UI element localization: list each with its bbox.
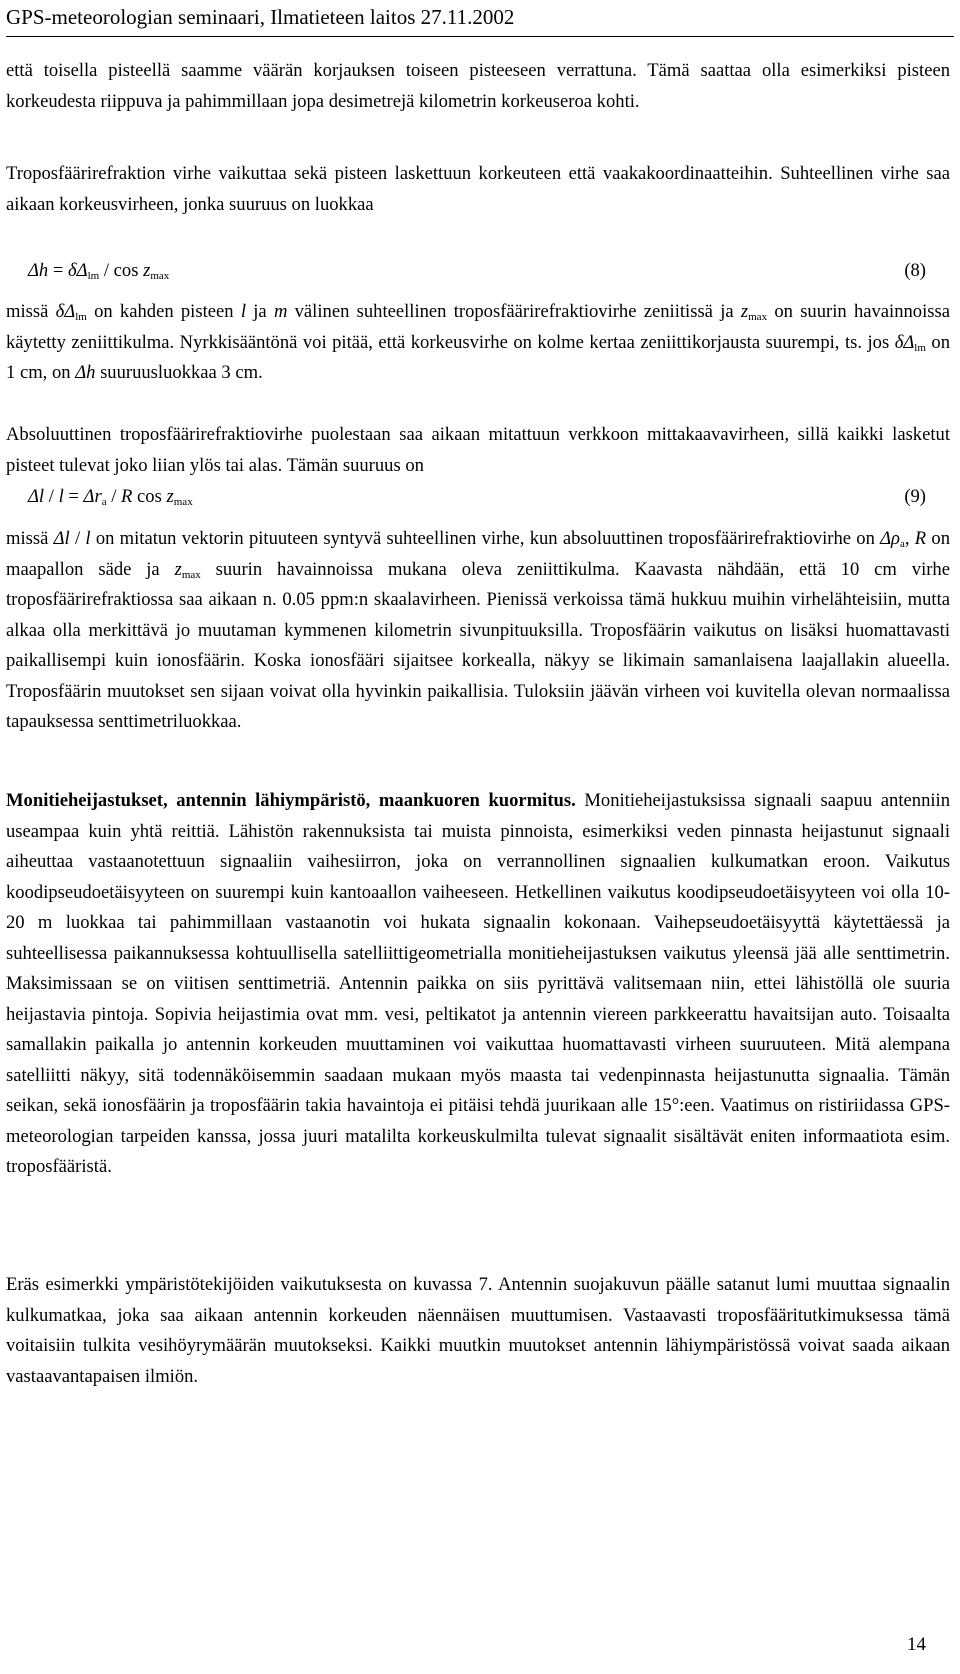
- paragraph-6: Monitieheijastukset, antennin lähiympäristö, maankuoren kuormitus. Monitieheijastuksissa signaali saapuu antenniin useampaa kuin yhtä reittiä. Lähistön rakennuksista tai muista pinnoista, esimerkiksi veden pinnasta heijastunut signaali aiheuttaa vastaanotettuun signaaliin vaihesiirron, joka on verrannollinen signaalien kulkumatkan eroon. Vaikutus koodipseudoetäisyyteen on suurempi kuin kantoaallon vaiheeseen. Hetkellinen vaikutus koodipseudoetäisyyteen voi olla 10-20 m luokkaa tai pahimmillaan vastaanotin voi hukata signaalin kokonaan. Vaihepseudoetäisyyttä käytettäessä ja suhteellisessa paikannuksessa kohtuullisella satelliittigeometrialla monitieheijastuksen vaikutus yleensä jää alle senttimetrin. Maksimissaan se on viitisen senttimetriä. Antennin paikka on siis pyrittävä valitsemaan niin, ettei lähistöllä ole suuria heijastavia pintoja. Sopivia heijastimia ovat mm. vesi, peltikatot ja antennin viereen parkkeerattu havaitsijan auto. Toisaalta samallakin paikalla jo antennin korkeuden muuttaminen voi vaikuttaa huomattavasti virheen suuruuteen. Mitä alempana satelliitti näkyy, sitä todennäköisemmin saadaan mukaan myös maasta tai vedenpinnasta heijastunutta signaalia. Tämän seikan, sekä ionosfäärin ja troposfäärin takia havaintoja ei pitäisi tehdä juurikaan alle 15°:een. Vaatimus on ristiriidassa GPS-meteorologian tarpeiden kanssa, jossa juuri matalilta korkeuskulmilta tulevat signaalit sisältävät eniten informaatiota esim. troposfääristä.: [6, 790, 950, 1177]
- paragraph-3: missä $\delta\Delta_{lm}$ on kahden pisteen l ja m välinen suhteellinen troposfäärirefraktiovirhe zeniitissä ja $z_{max}$ on suurin havainnoissa käytetty zeniittikulma. Nyrkkisääntönä voi pitää, että korkeusvirhe on kolme kertaa zeniittikorjausta suurempi, ts. jos $\delta\Delta_{lm}$ on 1 cm, on Δh suuruusluokkaa 3 cm.: [6, 301, 951, 383]
- equation-number-8: (8): [904, 260, 926, 281]
- paragraph-4: Absoluuttinen troposfäärirefraktiovirhe puolestaan saa aikaan mitattuun verkkoon mittakaavavirheen, sillä kaikki lasketut pisteet tulevat joko liian ylös tai alas. Tämän suuruus on: [6, 424, 950, 476]
- paragraph-7: Eräs esimerkki ympäristötekijöiden vaikutuksesta on kuvassa 7. Antennin suojakuvun päälle satanut lumi muuttaa signaalin kulkumatkaa, joka saa aikaan antennin korkeuden näennäisen muuttumisen. Vastaavasti troposfääritutkimuksessa tämä voitaisiin tulkita vesihöyrymäärän muutokseksi. Kaikki muutkin muutokset antennin lähiympäristössä voivat saada aikaan vastaavantapaisen ilmiön.: [6, 1274, 950, 1387]
- paragraph-1: että toisella pisteellä saamme väärän korjauksen toiseen pisteeseen verrattuna. Tämä saattaa olla esimerkiksi pisteen korkeudesta riippuva ja pahimmillaan jopa desimetrejä kilometrin korkeuseroa kohti.: [6, 60, 950, 112]
- equation-number-9: (9): [904, 486, 926, 507]
- paragraph-5: missä Δl / l on mitatun vektorin pituuteen syntyvä suhteellinen virhe, kun absoluuttinen troposfäärirefraktiovirhe on $\Delta\rho_a$, R on maapallon säde ja $z_{max}$ suurin havainnoissa mukana oleva zeniittikulma. Kaavasta nähdään, että 10 cm virhe troposfäärirefraktiossa saa aikaan n. 0.05 ppm:n skaalavirheen. Pienissä verkoissa tämä hukkuu muihin virhelähteisiin, mutta alkaa olla merkittävä jo muutaman kymmenen kilometrin sivunpituuksilla. Troposfäärin vaikutus on lisäksi huomattavasti paikallisempi kuin ionosfäärin. Koska ionosfääri sijaitsee korkealla, näkyy se likimain samanlaisena laajallakin alueella. Troposfäärin muutokset sen sijaan voivat olla hyvinkin paikallisia. Tuloksiin jäävän virheen voi kuvitella olevan normaalissa tapauksessa senttimetriluokkaa.: [6, 528, 950, 732]
- section-title: Monitieheijastukset, antennin lähiympäristö, maankuoren kuormitus.: [6, 790, 576, 811]
- eq8-delta: δΔ: [68, 260, 88, 281]
- eq8-lhs: Δh: [28, 260, 49, 281]
- paragraph-2: Troposfäärirefraktion virhe vaikuttaa sekä pisteen laskettuun korkeuteen että vaakakoordinaatteihin. Suhteellinen virhe saa aikaan korkeusvirheen, jonka suuruus on luokkaa: [6, 163, 950, 215]
- page-number: 14: [907, 1634, 926, 1655]
- equation-8: $\Delta h = \delta\Delta_{lm} / \cos z_{max}$ (8): [28, 256, 926, 286]
- equation-9: $\Delta l / l = \Delta r_a / R$ $\cos z_{max}$ (9): [28, 482, 926, 512]
- running-header: GPS-meteorologian seminaari, Ilmatieteen laitos 27.11.2002: [6, 2, 954, 37]
